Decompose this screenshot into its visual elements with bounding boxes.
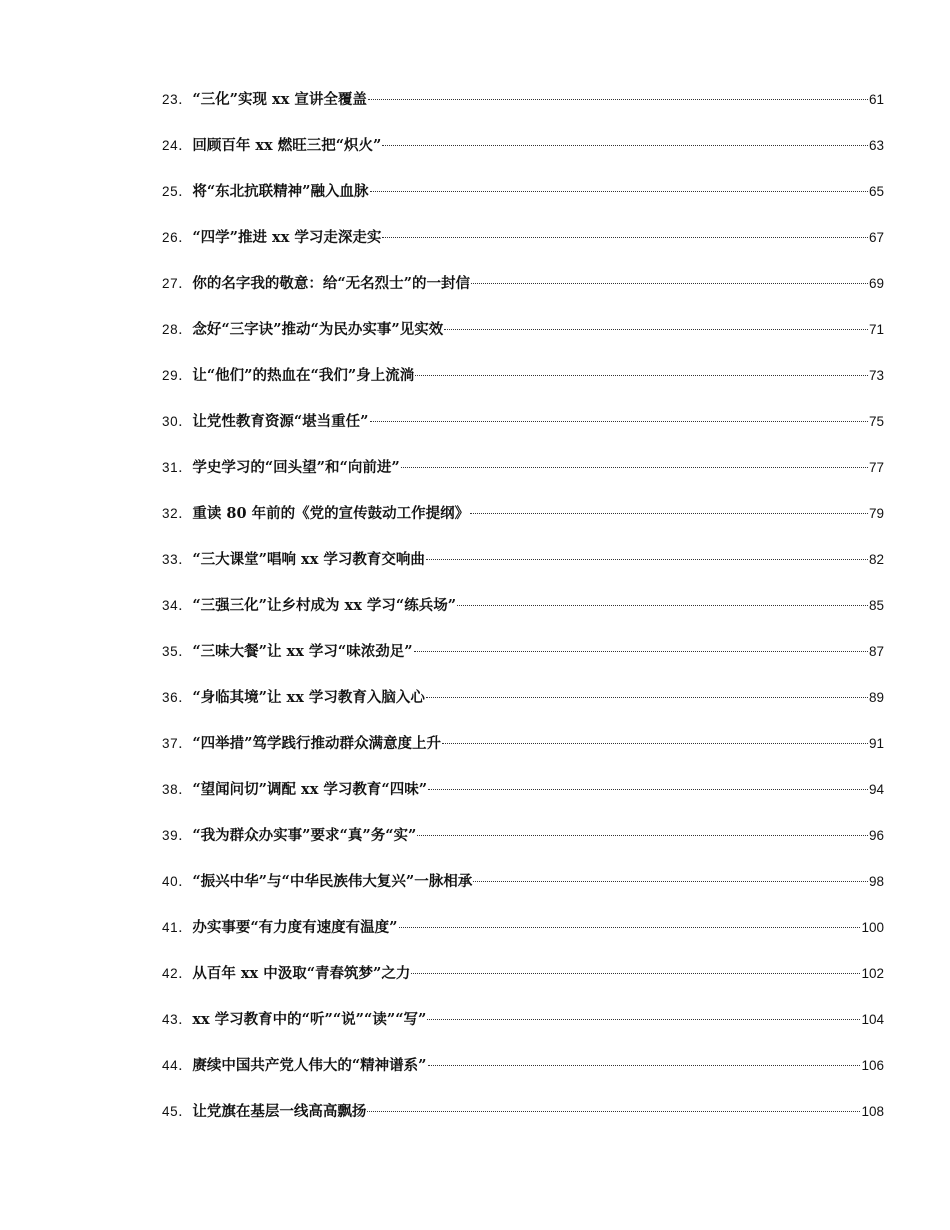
entry-number: 32．	[162, 506, 193, 521]
entry-number: 37．	[162, 736, 193, 751]
entry-number: 36．	[162, 690, 193, 705]
toc-entry[interactable]	[162, 546, 884, 592]
entry-title: 学史学习的“回头望”和“向前进”	[192, 459, 400, 476]
dot-leader	[473, 881, 868, 882]
entry-title: 念好“三字诀”推动“为民办实事”见实效	[192, 321, 444, 338]
dot-leader	[382, 145, 868, 146]
dot-leader	[470, 513, 868, 514]
dot-leader	[471, 283, 868, 284]
page-number: 91	[868, 736, 884, 751]
toc-entry[interactable]	[162, 86, 884, 132]
toc-entry[interactable]	[162, 132, 884, 178]
dot-leader	[401, 467, 868, 468]
entry-title: “振兴中华”与“中华民族伟大复兴”一脉相承	[192, 873, 473, 890]
page-number: 106	[861, 1058, 884, 1073]
toc-entry[interactable]	[162, 1006, 884, 1052]
entry-title: 办实事要“有力度有速度有温度”	[192, 919, 398, 936]
page-number: 100	[861, 920, 884, 935]
dot-leader	[427, 1019, 860, 1020]
entry-number: 24．	[162, 138, 193, 153]
entry-title: “三味大餐”让 xx 学习“味浓劲足”	[192, 643, 413, 660]
page-number: 61	[868, 92, 884, 107]
entry-number: 25．	[162, 184, 193, 199]
toc-entry[interactable]	[162, 638, 884, 684]
page-number: 102	[861, 966, 884, 981]
toc-entry[interactable]	[162, 730, 884, 776]
dot-leader	[442, 743, 868, 744]
entry-number: 40．	[162, 874, 193, 889]
toc-entry[interactable]	[162, 178, 884, 224]
page-number: 79	[868, 506, 884, 521]
entry-number: 39．	[162, 828, 193, 843]
page-number: 82	[868, 552, 884, 567]
entry-title: 重读 80 年前的《党的宣传鼓动工作提纲》	[192, 505, 470, 522]
entry-title: 将“东北抗联精神”融入血脉	[192, 183, 369, 200]
page-number: 73	[868, 368, 884, 383]
entry-title: xx 学习教育中的“听”“说”“读”“写”	[192, 1011, 427, 1028]
dot-leader	[457, 605, 868, 606]
entry-title: 让党旗在基层一线高高飘扬	[192, 1103, 367, 1120]
entry-number: 35．	[162, 644, 193, 659]
entry-number: 28．	[162, 322, 193, 337]
entry-title: “三化”实现 xx 宣讲全覆盖	[192, 91, 367, 108]
entry-number: 23．	[162, 92, 193, 107]
entry-title: “我为群众办实事”要求“真”务“实”	[192, 827, 417, 844]
page-number: 104	[861, 1012, 884, 1027]
entry-number: 30．	[162, 414, 193, 429]
page-number: 75	[868, 414, 884, 429]
dot-leader	[428, 1065, 861, 1066]
dot-leader	[415, 375, 868, 376]
entry-number: 26．	[162, 230, 193, 245]
toc-entry[interactable]	[162, 684, 884, 730]
dot-leader	[444, 329, 868, 330]
entry-number: 34．	[162, 598, 193, 613]
toc-entry[interactable]	[162, 224, 884, 270]
page-number: 65	[868, 184, 884, 199]
dot-leader	[370, 421, 868, 422]
page-number: 89	[868, 690, 884, 705]
toc-entry[interactable]	[162, 316, 884, 362]
entry-title: “三强三化”让乡村成为 xx 学习“练兵场”	[192, 597, 457, 614]
dot-leader	[368, 99, 868, 100]
page-number: 69	[868, 276, 884, 291]
entry-title: “三大课堂”唱响 xx 学习教育交响曲	[192, 551, 425, 568]
toc-entry[interactable]	[162, 822, 884, 868]
dot-leader	[399, 927, 861, 928]
entry-number: 41．	[162, 920, 193, 935]
dot-leader	[428, 789, 868, 790]
toc-entry[interactable]	[162, 500, 884, 546]
entry-title: “望闻问切”调配 xx 学习教育“四味”	[192, 781, 428, 798]
dot-leader	[382, 237, 868, 238]
entry-number: 27．	[162, 276, 193, 291]
toc-entry[interactable]	[162, 960, 884, 1006]
dot-leader	[426, 697, 868, 698]
entry-title: 让“他们”的热血在“我们”身上流淌	[192, 367, 415, 384]
entry-title: 回顾百年 xx 燃旺三把“炽火”	[192, 137, 382, 154]
entry-title: 从百年 xx 中汲取“青春筑梦”之力	[192, 965, 411, 982]
entry-number: 29．	[162, 368, 193, 383]
dot-leader	[417, 835, 868, 836]
dot-leader	[426, 559, 868, 560]
entry-number: 31．	[162, 460, 193, 475]
toc-entry[interactable]	[162, 1098, 884, 1144]
toc-entry[interactable]	[162, 868, 884, 914]
entry-title: “四举措”笃学践行推动群众满意度上升	[192, 735, 442, 752]
dot-leader	[370, 191, 868, 192]
entry-number: 45．	[162, 1104, 193, 1119]
dot-leader	[414, 651, 868, 652]
page-number: 67	[868, 230, 884, 245]
entry-title: “四学”推进 xx 学习走深走实	[192, 229, 382, 246]
entry-title: 赓续中国共产党人伟大的“精神谱系”	[192, 1057, 427, 1074]
toc-entry[interactable]	[162, 1052, 884, 1098]
toc-entry[interactable]	[162, 454, 884, 500]
toc-entry[interactable]	[162, 408, 884, 454]
page-number: 63	[868, 138, 884, 153]
page-number: 77	[868, 460, 884, 475]
toc-entry[interactable]	[162, 914, 884, 960]
page-number: 98	[868, 874, 884, 889]
page-number: 71	[868, 322, 884, 337]
toc-entry[interactable]	[162, 592, 884, 638]
toc-entry[interactable]	[162, 362, 884, 408]
entry-number: 38．	[162, 782, 193, 797]
page-number: 85	[868, 598, 884, 613]
table-of-contents	[162, 86, 884, 1144]
page-number: 87	[868, 644, 884, 659]
entry-number: 44．	[162, 1058, 193, 1073]
entry-number: 33．	[162, 552, 193, 567]
dot-leader	[411, 973, 860, 974]
toc-entry[interactable]	[162, 776, 884, 822]
page-number: 96	[868, 828, 884, 843]
entry-title: “身临其境”让 xx 学习教育入脑入心	[192, 689, 425, 706]
dot-leader	[367, 1111, 860, 1112]
entry-number: 42．	[162, 966, 193, 981]
entry-title: 让党性教育资源“堪当重任”	[192, 413, 369, 430]
entry-title: 你的名字我的敬意：给“无名烈士”的一封信	[192, 275, 471, 292]
toc-entry[interactable]	[162, 270, 884, 316]
page-number: 108	[861, 1104, 884, 1119]
page-number: 94	[868, 782, 884, 797]
entry-number: 43．	[162, 1012, 193, 1027]
